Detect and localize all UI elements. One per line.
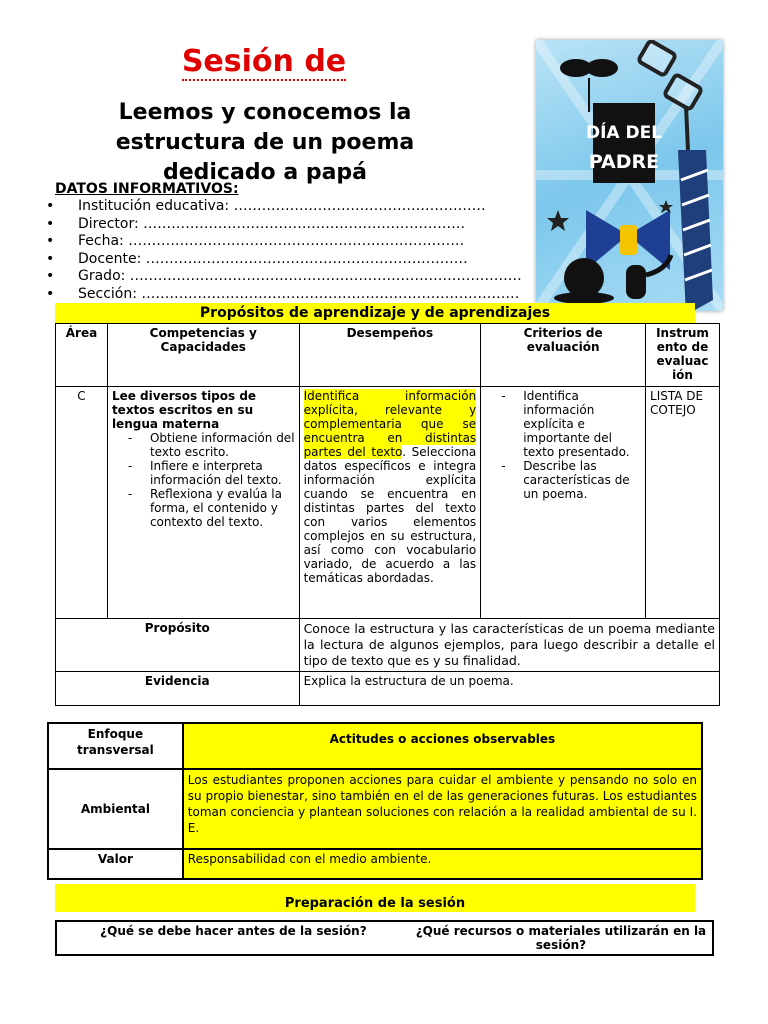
propositos-title: Propósitos de aprendizaje y de aprendizajes [55,303,695,323]
list-item: • Fecha: ……………………………………………………………… [46,233,465,250]
list-item: • Grado: ………………………………………………………………………… [46,268,522,285]
table-row [48,723,702,769]
valor-text: Responsabilidad con el medio ambiente. [183,849,702,879]
header-competencias: Competencias y Capacidades [107,324,299,387]
header-area: Área [56,324,108,387]
header-instrumento: Instrum ento de evaluac ión [646,324,720,387]
mustache-icon [560,59,618,77]
table-row [56,619,720,672]
datos-informativos-list [46,198,546,304]
evidencia-label: Evidencia [56,672,300,706]
ambiental-text: Los estudiantes proponen acciones para cuidar el ambiente y pensando no solo en su propio bienestar, sino también en el de las generaciones futuras. Los estudiantes toman conciencia y plantean soluciones con relación a la realidad ambiental de su I. E. [183,769,702,849]
preparacion-q2: ¿Qué recursos o materiales utilizarán en la sesión? [410,921,713,955]
poster-line2: PADRE [588,151,660,173]
desempeno-cell [299,387,481,619]
desempeno-highlight: Identifica información explícita, relevante y complementaria que se encuentra en distintas partes del texto [303,389,477,459]
proposito-text: Conoce la estructura y las características de un poema mediante la lectura de algunos ejemplos, para luego describir a detalle el tipo de texto que es y su finalidad. [299,619,719,672]
header-criterios: Criterios de evaluación [481,324,646,387]
dia-del-padre-poster [536,40,723,311]
session-subtitle: Leemos y conocemos la estructura de un poema dedicado a papá [115,100,415,185]
list-item: • Docente: …………………………………………………………… [46,250,468,267]
bowtie-icon [586,210,670,270]
list-item: - Describe las características de un poema. [501,459,641,501]
ambiental-label: Ambiental [48,769,183,849]
instrumento-cell: LISTA DE COTEJO [646,387,720,619]
session-title: Sesión de [181,44,347,79]
header-desempenos: Desempeños [299,324,481,387]
list-item: - Identifica información explícita e importante del texto presentado. [501,389,641,459]
table-row [56,672,720,706]
enfoque-header-right: Actitudes o acciones observables [183,723,702,769]
evidencia-text: Explica la estructura de un poema. [299,672,719,706]
enfoque-table [47,722,703,880]
poster-line1: DÍA DEL [585,123,663,143]
table-row [48,769,702,849]
valor-label: Valor [48,849,183,879]
preparacion-title: Preparación de la sesión [55,884,695,912]
list-item: • Director: …………………………………………………………… [46,215,466,232]
list-item: - Obtiene información del texto escrito. [128,431,295,459]
table-row [56,387,720,619]
table-row [48,849,702,879]
table-row [56,921,713,955]
criterios-cell [481,387,646,619]
poster-illustration [536,40,723,311]
area-cell: C [56,387,108,619]
table-row [56,324,720,387]
desempeno-rest: . Selecciona datos específicos e integra información explícita cuando se encuentra en distintas partes del texto con varios elementos complejos en su estructura, así como con vocabulario variado, de acuerdo a las temáticas abordadas. [303,445,477,585]
capacidades-list [112,431,295,529]
preparacion-q1: ¿Qué se debe hacer antes de la sesión? [56,921,410,955]
propositos-table [55,323,720,706]
list-item: - Reflexiona y evalúa la forma, el contenido y contexto del texto. [128,487,295,529]
proposito-label: Propósito [56,619,300,672]
competencia-text: Lee diversos tipos de textos escritos en su lengua materna [111,389,257,431]
list-item: • Institución educativa: ……………………………………………… [46,198,486,214]
list-item: • Sección: ……………………………………………………………………… [46,285,520,302]
list-item: - Infiere e interpreta información del texto. [128,459,295,487]
criterios-list [485,389,641,501]
competencia-cell [107,387,299,619]
enfoque-header-left: Enfoque transversal [48,723,183,769]
preparacion-table [55,920,714,956]
datos-informativos-title: DATOS INFORMATIVOS: [55,181,239,197]
